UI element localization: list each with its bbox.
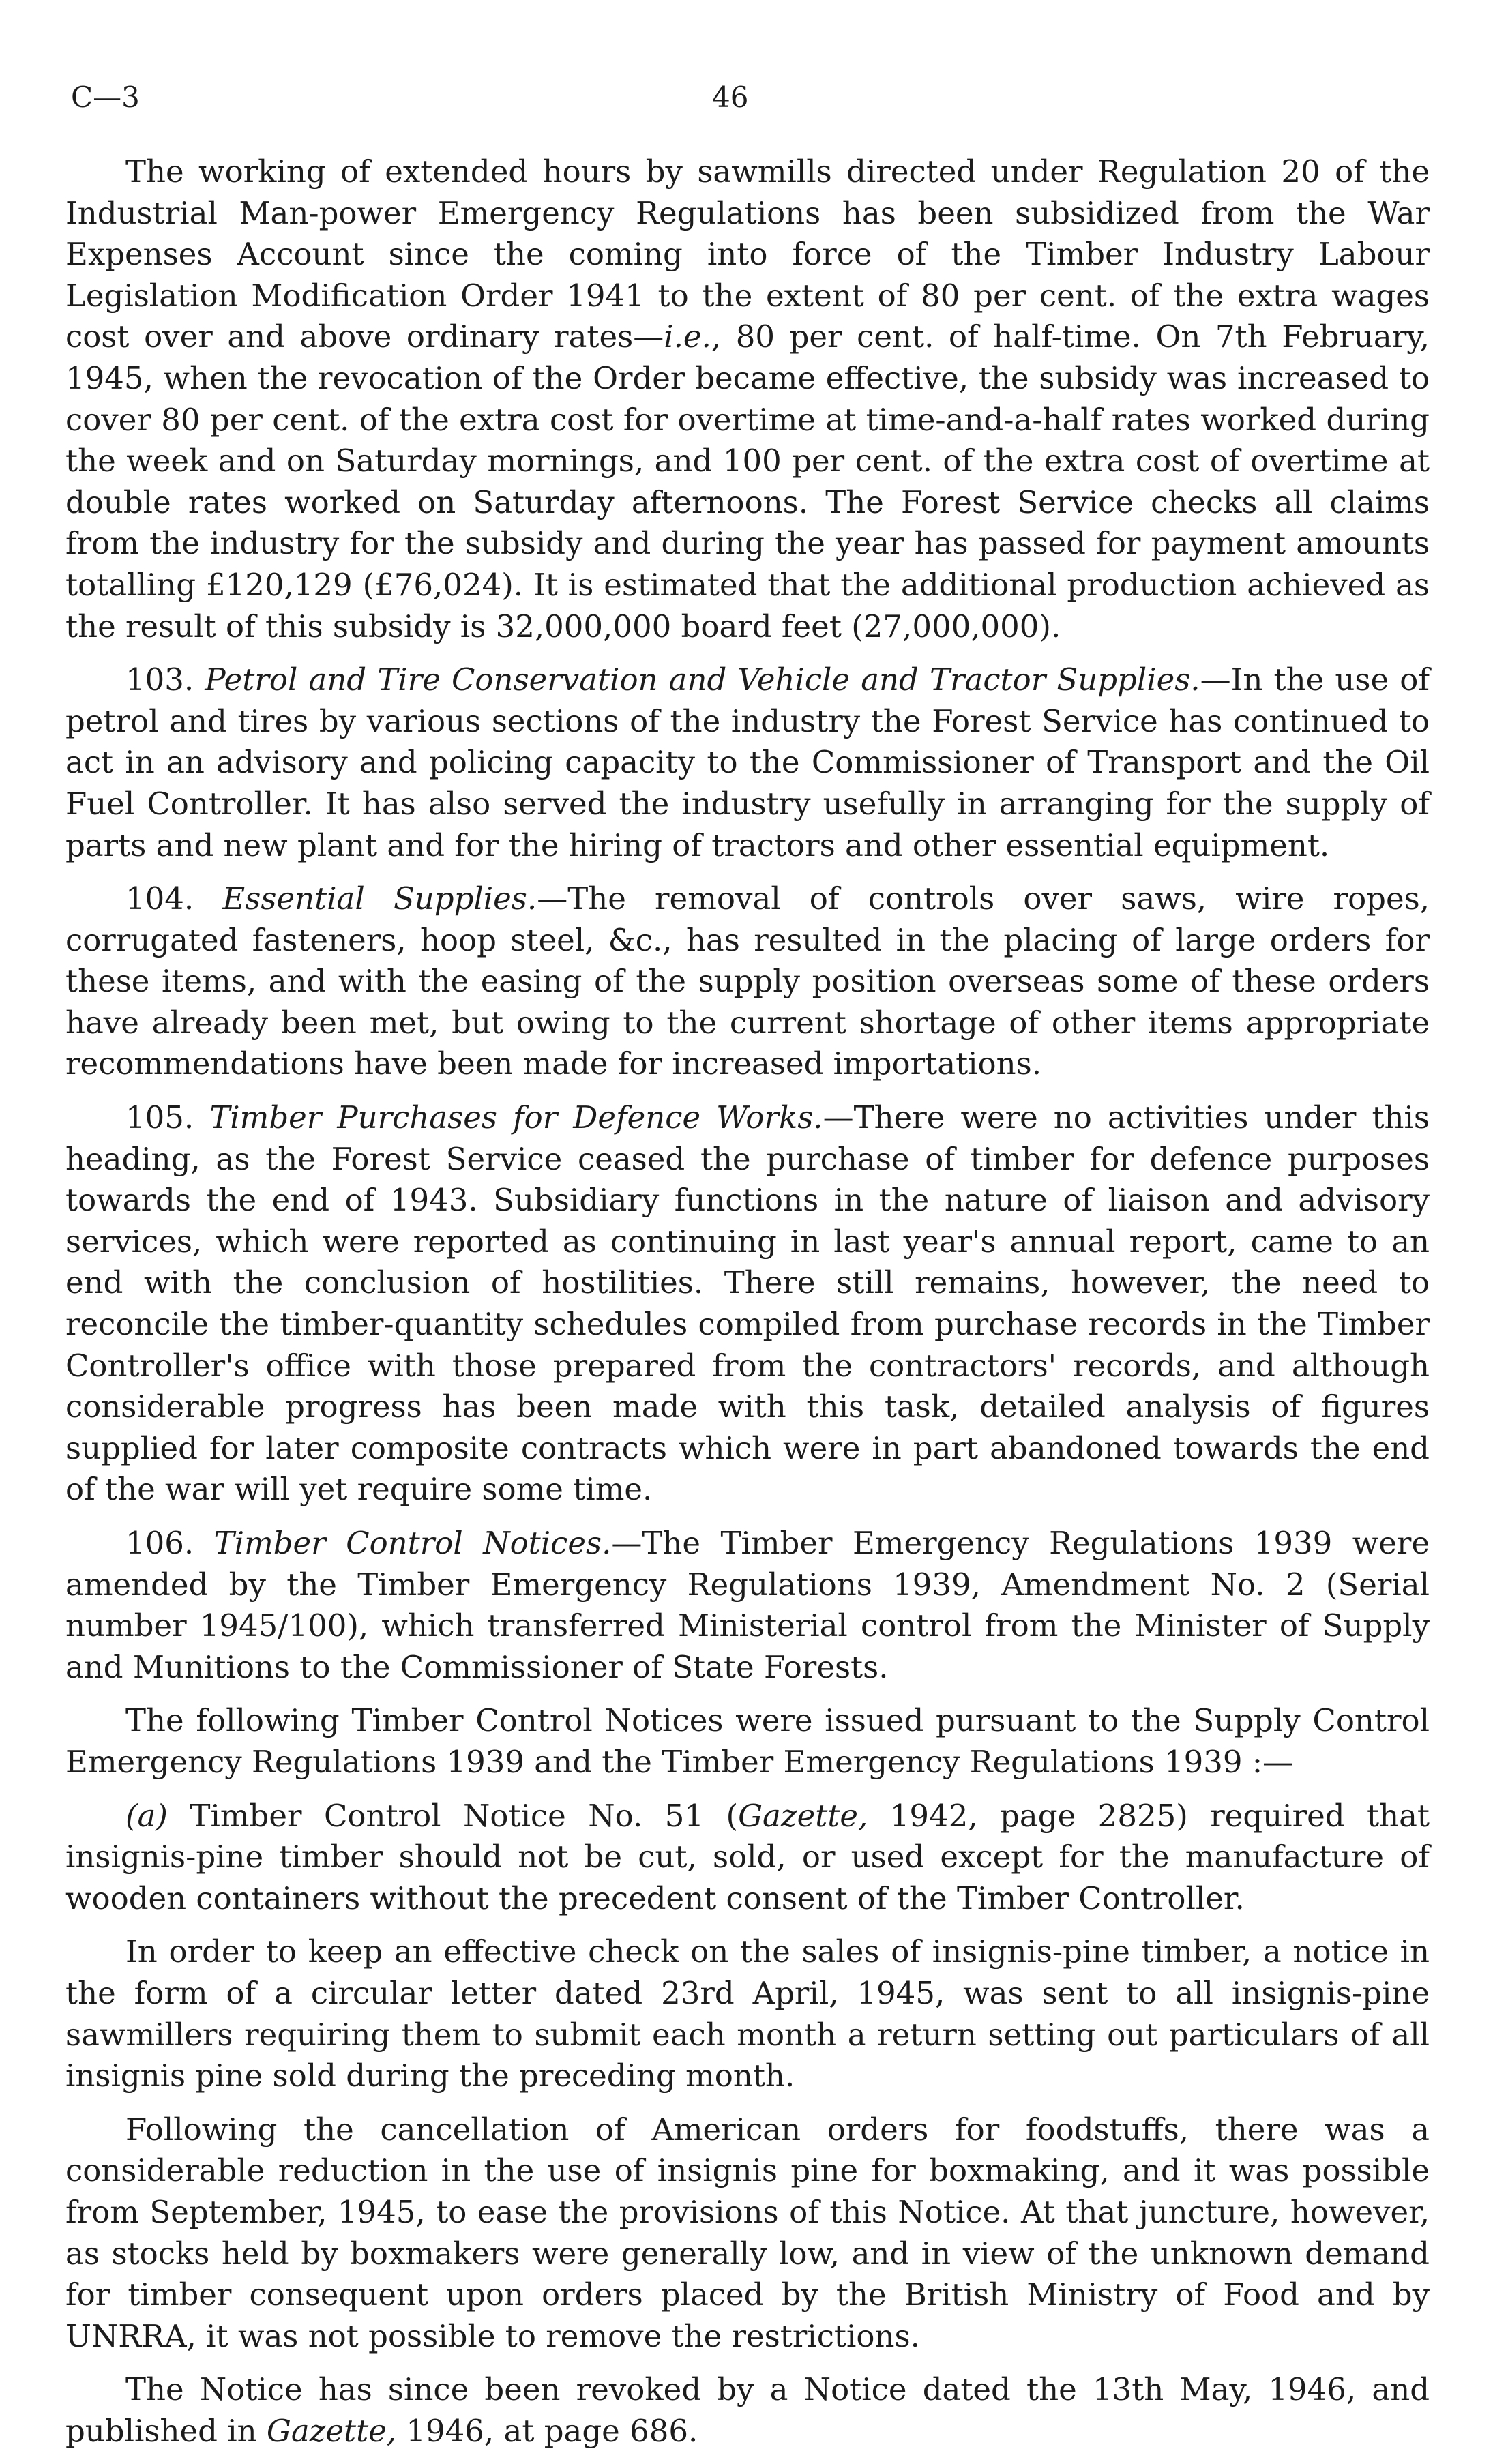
item-label: (a) xyxy=(125,1797,168,1834)
page-number: 46 xyxy=(712,80,749,114)
section-heading: Timber Control Notices. xyxy=(213,1525,612,1561)
section-number: 104. xyxy=(125,880,194,917)
paragraph-105: 105. Timber Purchases for Defence Works.—There were no activities under this heading, as the Forest Service ceased the purchase of timber for defence purposes towards the end of 1943. Subsidiary functions in the nature of liaison and advisory services, which were reported as continuing in last year's annual report, came to an end with the conclusion of hostilities. There still remains, however, the need to reconcile the timber-quantity schedules compiled from purchase records in the Timber Controller's office with those prepared from the contractors' records, and although considerable progress has been made with this task, detailed analysis of figures supplied for later composite contracts which were in part abandoned towards the end of the war will yet require some time. xyxy=(65,1099,1430,1508)
section-number: 103. xyxy=(125,662,194,698)
page-header xyxy=(71,80,1449,124)
paragraph-subsidy: The working of extended hours by sawmills directed under Regulation 20 of the Industrial Man-power Emergency Regulations has been subsidized from the War Expenses Account since the coming into force of the Timber Industry Labour Legislation Modification Order 1941 to the extent of 80 per cent. of the extra wages cost over and above ordinary rates—i.e., 80 per cent. of half-time. On 7th February, 1945, when the revocation of the Order became effective, the subsidy was increased to cover 80 per cent. of the extra cost for overtime at time-and-a-half rates worked during the week and on Saturday mornings, and 100 per cent. of the extra cost of overtime at double rates worked on Saturday afternoons. The Forest Service checks all claims from the industry for the subsidy and during the year has passed for payment amounts totalling £120,129 (£76,024). It is estimated that the additional production achieved as the result of this subsidy is 32,000,000 board feet (27,000,000). xyxy=(65,153,1430,644)
paragraph-following-notices: The following Timber Control Notices were issued pursuant to the Supply Control Emergency Regulations 1939 and the Timber Emergency Regulations 1939 :— xyxy=(65,1702,1430,1780)
section-heading: Timber Purchases for Defence Works. xyxy=(209,1099,823,1136)
paragraph-revoked: The Notice has since been revoked by a Notice dated the 13th May, 1946, and published in Gazette, 1946, at page 686. xyxy=(65,2371,1430,2449)
paragraph-cancellation: Following the cancellation of American orders for foodstuffs, there was a considerable reduction in the use of insignis pine for boxmaking, and it was possible from September, 1945, to ease the provisions of this Notice. At that juncture, however, as stocks held by boxmakers were generally low, and in view of the unknown demand for timber consequent upon orders placed by the British Ministry of Food and by UNRRA, it was not possible to remove the restrictions. xyxy=(65,2111,1430,2354)
paragraph-effective-check: In order to keep an effective check on the sales of insignis-pine timber, a notice in the form of a circular letter dated 23rd April, 1945, was sent to all insignis-pine sawmillers requiring them to submit each month a return setting out particulars of all insignis pine sold during the preceding month. xyxy=(65,1933,1430,2094)
paragraph-106: 106. Timber Control Notices.—The Timber Emergency Regulations 1939 were amended by the Timber Emergency Regulations 1939, Amendment No. 2 (Serial number 1945/100), which transferred Ministerial control from the Minister of Supply and Munitions to the Commissioner of State Forests. xyxy=(65,1525,1430,1685)
document-body xyxy=(65,151,1430,2464)
paragraph-notice-a: (a) Timber Control Notice No. 51 (Gazette, 1942, page 2825) required that insignis-pine timber should not be cut, sold, or used except for the manufacture of wooden containers without the precedent consent of the Timber Controller. xyxy=(65,1797,1430,1916)
paragraph-104: 104. Essential Supplies.—The removal of controls over saws, wire ropes, corrugated fasteners, hoop steel, &c., has resulted in the placing of large orders for these items, and with the easing of the supply position overseas some of these orders have already been met, but owing to the current shortage of other items appropriate recommendations have been made for increased importations. xyxy=(65,880,1430,1082)
section-heading: Essential Supplies. xyxy=(222,880,537,917)
section-number: 106. xyxy=(125,1525,194,1561)
document-reference: C—3 xyxy=(71,80,140,114)
section-heading: Petrol and Tire Conservation and Vehicle and Tractor Supplies. xyxy=(205,662,1200,698)
section-number: 105. xyxy=(125,1099,194,1136)
paragraph-103: 103. Petrol and Tire Conservation and Vehicle and Tractor Supplies.—In the use of petrol and tires by various sections of the industry the Forest Service has continued to act in an advisory and policing capacity to the Commissioner of Transport and the Oil Fuel Controller. It has also served the industry usefully in arranging for the supply of parts and new plant and for the hiring of tractors and other essential equipment. xyxy=(65,662,1430,863)
